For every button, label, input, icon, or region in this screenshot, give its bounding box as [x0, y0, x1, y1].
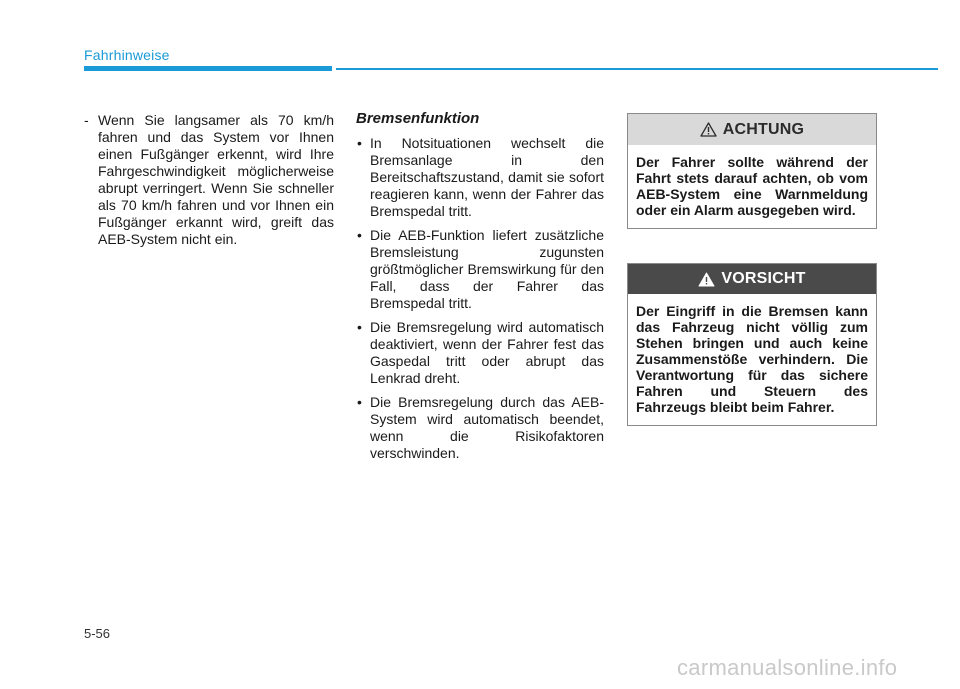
bullet-text: In Notsituationen wechselt die Bremsanlage in den Bereitschaftszustand, damit sie sofort reagieren kann, wenn der Fahrer das Bremspedal tritt.	[370, 135, 604, 219]
dash-marker: -	[84, 112, 89, 128]
bullet-marker: •	[357, 135, 362, 151]
achtung-text: Der Fahrer sollte während der Fahrt stets darauf achten, ob vom AEB-System eine Warnmeldung oder ein Alarm ausgegeben wird.	[636, 154, 868, 218]
section-heading: Bremsenfunktion	[356, 110, 480, 127]
section-title: Fahrhinweise	[84, 47, 170, 63]
header-rule-thin	[336, 68, 938, 70]
bullet-item	[356, 227, 604, 312]
bullet-item	[356, 135, 604, 220]
vorsicht-header	[628, 264, 876, 294]
left-column	[84, 112, 334, 248]
vorsicht-box	[627, 263, 877, 426]
list-item	[84, 112, 334, 248]
bullet-text: Die AEB-Funktion liefert zusätzliche Bremsleistung zugunsten größtmöglicher Bremswirkung für den Fall, dass der Fahrer das Bremspedal tritt.	[370, 227, 604, 311]
warning-triangle-filled-icon	[698, 272, 715, 287]
vorsicht-title: VORSICHT	[721, 270, 806, 287]
bullet-text: Die Bremsregelung durch das AEB-System wird automatisch beendet, wenn die Risikofaktoren verschwinden.	[370, 394, 604, 461]
bullet-item	[356, 394, 604, 462]
middle-column	[356, 110, 604, 469]
page-number: 5-56	[84, 626, 111, 641]
bullet-marker: •	[357, 227, 362, 243]
list-item-text: Wenn Sie langsamer als 70 km/h fahren und das System vor Ihnen einen Fußgänger erkennt, wird Ihre Fahrgeschwindigkeit möglicherweise abrupt verringert. Wenn Sie schneller als 70 km/h fahren und vor Ihnen ein Fußgänger erkannt wird, greift das AEB-System nicht ein.	[98, 112, 334, 247]
achtung-box	[627, 113, 877, 229]
achtung-title: ACHTUNG	[722, 120, 805, 138]
bullet-marker: •	[357, 319, 362, 335]
vorsicht-text: Der Eingriff in die Bremsen kann das Fahrzeug nicht völlig zum Stehen bringen und auch keine Zusammenstöße verhindern. Die Verantwortung für das sichere Fahren und Steuern des Fahrzeugs bleibt beim Fahrer.	[636, 303, 868, 415]
achtung-header	[628, 114, 876, 145]
bullet-item	[356, 319, 604, 387]
watermark: carmanualsonline.info	[677, 655, 898, 680]
bullet-marker: •	[357, 394, 362, 410]
warning-triangle-outline-icon	[700, 122, 717, 137]
header-rule-thick	[84, 66, 332, 71]
bullet-text: Die Bremsregelung wird automatisch deaktiviert, wenn der Fahrer fest das Gaspedal tritt oder abrupt das Lenkrad dreht.	[370, 319, 604, 386]
